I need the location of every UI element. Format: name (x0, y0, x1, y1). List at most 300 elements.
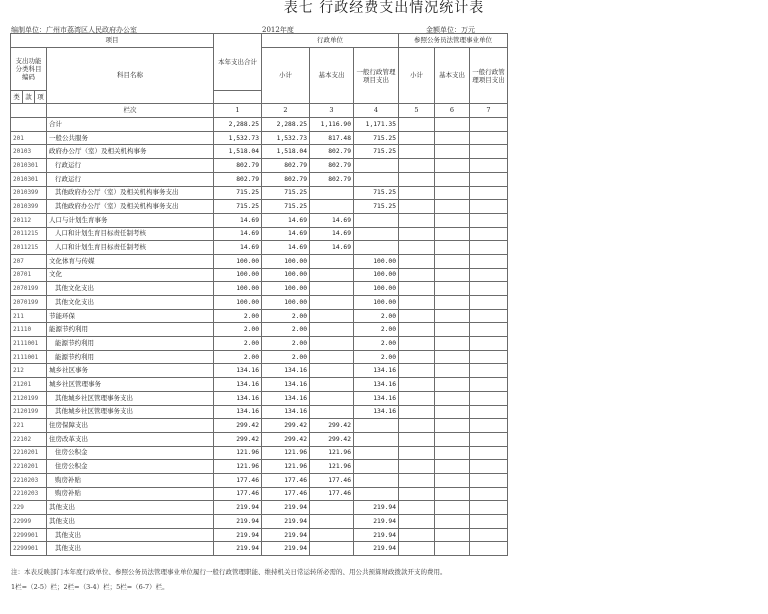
table-row (11, 200, 508, 214)
value-total: 100.00 (214, 268, 262, 282)
value-basic: 121.96 (310, 446, 354, 460)
value-basic (310, 296, 354, 310)
header-row-1 (11, 34, 508, 48)
value-total: 134.16 (214, 405, 262, 419)
subject-code: 2010399 (11, 200, 47, 214)
value-basic (310, 405, 354, 419)
civil-unit-empty-cell (399, 254, 435, 268)
civil-unit-empty-cell (399, 528, 435, 542)
amount-unit-label: 金额单位：万元 (426, 26, 475, 34)
civil-unit-empty-cell (435, 186, 470, 200)
civil-unit-empty-cell (470, 473, 508, 487)
value-sub: 2.00 (262, 350, 310, 364)
table-row (11, 227, 508, 241)
table-row (11, 528, 508, 542)
value-proj: 219.94 (354, 515, 399, 529)
civil-unit-empty-cell (470, 186, 508, 200)
civil-unit-empty-cell (470, 364, 508, 378)
column-index-1: 1 (214, 104, 262, 118)
table-row (11, 131, 508, 145)
subject-name: 其他支出 (47, 528, 214, 542)
civil-unit-empty-cell (399, 200, 435, 214)
civil-unit-empty-cell (399, 186, 435, 200)
value-basic (310, 378, 354, 392)
subject-code: 2011215 (11, 227, 47, 241)
subject-code: 2070199 (11, 296, 47, 310)
civil-unit-empty-cell (470, 542, 508, 556)
table-row (11, 213, 508, 227)
civil-unit-empty-cell (399, 296, 435, 310)
table-row (11, 337, 508, 351)
subject-name: 住房公积金 (47, 446, 214, 460)
admin-project-header: 一般行政管理项目支出 (354, 47, 399, 104)
civil-unit-empty-cell (399, 118, 435, 132)
value-proj: 715.25 (354, 200, 399, 214)
value-sub: 1,518.04 (262, 145, 310, 159)
table-row (11, 487, 508, 501)
civil-unit-empty-cell (435, 405, 470, 419)
value-total: 134.16 (214, 378, 262, 392)
civil-unit-empty-cell (470, 378, 508, 392)
value-basic (310, 350, 354, 364)
value-basic: 177.46 (310, 487, 354, 501)
value-basic (310, 528, 354, 542)
value-basic: 802.79 (310, 159, 354, 173)
value-basic: 14.69 (310, 213, 354, 227)
table-row (11, 159, 508, 173)
value-basic: 14.69 (310, 227, 354, 241)
subject-name: 其他支出 (47, 501, 214, 515)
table-row (11, 323, 508, 337)
civil-unit-empty-cell (435, 282, 470, 296)
table-row (11, 419, 508, 433)
value-proj (354, 460, 399, 474)
subject-code: 2210201 (11, 460, 47, 474)
subject-name: 其他城乡社区管理事务支出 (47, 391, 214, 405)
value-basic: 299.42 (310, 432, 354, 446)
subject-name: 城乡社区管理事务 (47, 378, 214, 392)
value-total: 802.79 (214, 159, 262, 173)
table-row (11, 364, 508, 378)
value-total: 100.00 (214, 282, 262, 296)
value-sub: 134.16 (262, 378, 310, 392)
table-body (11, 118, 508, 556)
value-total: 2.00 (214, 350, 262, 364)
value-proj: 219.94 (354, 542, 399, 556)
subject-name: 其他城乡社区管理事务支出 (47, 405, 214, 419)
subject-code: 2010301 (11, 159, 47, 173)
civil-unit-empty-cell (470, 515, 508, 529)
subject-code: 2111001 (11, 350, 47, 364)
civil-unit-empty-cell (399, 131, 435, 145)
civil-unit-empty-cell (435, 378, 470, 392)
subject-code: 20103 (11, 145, 47, 159)
subject-code: 2210203 (11, 487, 47, 501)
table-row (11, 501, 508, 515)
value-total: 1,518.04 (214, 145, 262, 159)
table-row (11, 296, 508, 310)
table-row (11, 282, 508, 296)
value-proj (354, 473, 399, 487)
civil-unit-empty-cell (470, 227, 508, 241)
value-total: 134.16 (214, 391, 262, 405)
kuan-header: 款 (23, 90, 35, 104)
note-line-1: 注：本表反映部门本年度行政单位、参照公务员法管理事业单位履行一般行政管理职能、维持机关日常运转所必需的、用公共预算财政拨款开支的费用。 (11, 568, 447, 576)
civil-unit-empty-cell (470, 337, 508, 351)
table-row (11, 254, 508, 268)
civil-unit-empty-cell (399, 446, 435, 460)
table-row (11, 432, 508, 446)
subject-name: 人口和计划生育目标责任制考核 (47, 241, 214, 255)
value-basic (310, 542, 354, 556)
table-row (11, 186, 508, 200)
civil-unit-empty-cell (399, 172, 435, 186)
civil-unit-empty-cell (435, 227, 470, 241)
value-basic (310, 337, 354, 351)
table-row (11, 446, 508, 460)
value-proj: 2.00 (354, 323, 399, 337)
civil-unit-empty-cell (435, 337, 470, 351)
value-sub: 121.96 (262, 460, 310, 474)
value-sub: 2.00 (262, 323, 310, 337)
civil-unit-empty-cell (399, 337, 435, 351)
value-total: 299.42 (214, 432, 262, 446)
column-index-row (11, 104, 508, 118)
value-sub: 100.00 (262, 296, 310, 310)
civil-unit-empty-cell (435, 515, 470, 529)
value-basic (310, 282, 354, 296)
civil-unit-empty-cell (470, 501, 508, 515)
value-total: 14.69 (214, 213, 262, 227)
subject-name: 文化体育与传媒 (47, 254, 214, 268)
civil-unit-empty-cell (399, 145, 435, 159)
civil-unit-empty-cell (435, 268, 470, 282)
table-row (11, 542, 508, 556)
value-proj: 2.00 (354, 337, 399, 351)
value-proj: 2.00 (354, 350, 399, 364)
value-proj: 1,171.35 (354, 118, 399, 132)
civil-unit-empty-cell (399, 515, 435, 529)
civil-unit-empty-cell (470, 145, 508, 159)
subject-code: 22102 (11, 432, 47, 446)
admin-basic-header: 基本支出 (310, 47, 354, 104)
subject-name-header: 科目名称 (47, 47, 214, 104)
value-sub: 219.94 (262, 528, 310, 542)
value-sub: 177.46 (262, 473, 310, 487)
value-sub: 802.79 (262, 172, 310, 186)
subject-name: 其他文化支出 (47, 296, 214, 310)
value-basic: 802.79 (310, 145, 354, 159)
value-basic (310, 391, 354, 405)
subject-name: 能源节约利用 (47, 337, 214, 351)
unit-label: 编制单位：广州市荔湾区人民政府办公室 (11, 26, 137, 34)
civil-unit-empty-cell (399, 309, 435, 323)
subject-code (11, 118, 47, 132)
value-total: 219.94 (214, 542, 262, 556)
civil-unit-empty-cell (399, 159, 435, 173)
subject-code: 2210203 (11, 473, 47, 487)
value-sub: 14.69 (262, 227, 310, 241)
value-proj: 219.94 (354, 528, 399, 542)
value-proj: 134.16 (354, 378, 399, 392)
value-basic (310, 186, 354, 200)
value-basic (310, 309, 354, 323)
civil-unit-empty-cell (470, 172, 508, 186)
value-proj (354, 213, 399, 227)
civil-unit-empty-cell (470, 460, 508, 474)
value-sub: 2.00 (262, 337, 310, 351)
value-total: 2.00 (214, 309, 262, 323)
civil-unit-empty-cell (435, 296, 470, 310)
subject-code: 2120199 (11, 391, 47, 405)
civil-unit-empty-cell (435, 172, 470, 186)
value-sub: 100.00 (262, 282, 310, 296)
value-sub: 2,288.25 (262, 118, 310, 132)
civil-unit-empty-cell (435, 254, 470, 268)
civil-project-header: 一般行政管理项目支出 (470, 47, 508, 104)
subject-name: 一般公共服务 (47, 131, 214, 145)
subject-name: 能源节约利用 (47, 350, 214, 364)
value-basic: 299.42 (310, 419, 354, 433)
total-row (11, 118, 508, 132)
subject-name: 政府办公厅（室）及相关机构事务 (47, 145, 214, 159)
value-basic: 1,116.90 (310, 118, 354, 132)
civil-unit-empty-cell (435, 542, 470, 556)
civil-unit-empty-cell (435, 118, 470, 132)
value-sub: 715.25 (262, 186, 310, 200)
value-total: 14.69 (214, 241, 262, 255)
value-total: 121.96 (214, 460, 262, 474)
subject-code: 2210201 (11, 446, 47, 460)
value-sub: 299.42 (262, 432, 310, 446)
value-total: 100.00 (214, 254, 262, 268)
table-row (11, 515, 508, 529)
column-index-7: 7 (470, 104, 508, 118)
value-sub: 177.46 (262, 487, 310, 501)
civil-unit-empty-cell (470, 213, 508, 227)
value-proj: 715.25 (354, 186, 399, 200)
value-basic (310, 515, 354, 529)
subject-code: 2299901 (11, 528, 47, 542)
value-sub: 134.16 (262, 405, 310, 419)
value-sub: 14.69 (262, 241, 310, 255)
subject-code: 221 (11, 419, 47, 433)
value-total: 134.16 (214, 364, 262, 378)
civil-unit-empty-cell (470, 350, 508, 364)
subject-code: 207 (11, 254, 47, 268)
civil-unit-empty-cell (470, 432, 508, 446)
value-basic (310, 323, 354, 337)
civil-unit-empty-cell (399, 213, 435, 227)
table-row (11, 460, 508, 474)
civil-unit-empty-cell (399, 487, 435, 501)
civil-unit-empty-cell (470, 241, 508, 255)
value-proj (354, 432, 399, 446)
civil-unit-empty-cell (470, 282, 508, 296)
subject-code: 2010301 (11, 172, 47, 186)
subject-name: 能源节约利用 (47, 323, 214, 337)
value-proj: 134.16 (354, 364, 399, 378)
table-row (11, 405, 508, 419)
value-proj (354, 172, 399, 186)
column-index-4: 4 (354, 104, 399, 118)
civil-subtotal-header: 小计 (399, 47, 435, 104)
subject-name: 其他政府办公厅（室）及相关机构事务支出 (47, 186, 214, 200)
subject-name: 购房补贴 (47, 473, 214, 487)
value-sub: 134.16 (262, 391, 310, 405)
value-basic: 177.46 (310, 473, 354, 487)
index-blank (11, 104, 47, 118)
civil-unit-empty-cell (470, 446, 508, 460)
value-total: 121.96 (214, 446, 262, 460)
subject-code: 20112 (11, 213, 47, 227)
subject-name: 人口和计划生育目标责任制考核 (47, 227, 214, 241)
admin-unit-header: 行政单位 (262, 34, 399, 48)
subject-code: 201 (11, 131, 47, 145)
value-total: 2.00 (214, 337, 262, 351)
admin-subtotal-header: 小计 (262, 47, 310, 104)
subject-name: 住房公积金 (47, 460, 214, 474)
civil-basic-header: 基本支出 (435, 47, 470, 104)
value-sub: 2.00 (262, 309, 310, 323)
table-row (11, 172, 508, 186)
value-total: 14.69 (214, 227, 262, 241)
civil-unit-empty-cell (399, 378, 435, 392)
page-title: 表七 行政经费支出情况统计表 (283, 0, 485, 16)
value-basic (310, 501, 354, 515)
subject-name: 人口与计划生育事务 (47, 213, 214, 227)
civil-unit-empty-cell (399, 350, 435, 364)
xiang-header: 项 (35, 90, 47, 104)
value-total: 177.46 (214, 473, 262, 487)
civil-unit-empty-cell (435, 501, 470, 515)
value-total: 219.94 (214, 515, 262, 529)
civil-unit-empty-cell (435, 364, 470, 378)
civil-unit-empty-cell (435, 213, 470, 227)
value-sub: 134.16 (262, 364, 310, 378)
value-proj (354, 241, 399, 255)
value-sub: 802.79 (262, 159, 310, 173)
subject-name: 文化 (47, 268, 214, 282)
civil-unit-empty-cell (435, 159, 470, 173)
subject-code: 2120199 (11, 405, 47, 419)
subject-name: 节能环保 (47, 309, 214, 323)
value-total: 299.42 (214, 419, 262, 433)
value-proj (354, 487, 399, 501)
subject-code: 2111001 (11, 337, 47, 351)
value-sub: 100.00 (262, 254, 310, 268)
column-index-label: 栏次 (47, 104, 214, 118)
table-row (11, 473, 508, 487)
value-proj: 134.16 (354, 391, 399, 405)
value-total: 1,532.73 (214, 131, 262, 145)
civil-unit-empty-cell (435, 473, 470, 487)
value-total: 715.25 (214, 200, 262, 214)
civil-unit-empty-cell (470, 323, 508, 337)
value-sub: 100.00 (262, 268, 310, 282)
year-label: 2012年度 (262, 26, 294, 34)
value-total: 177.46 (214, 487, 262, 501)
column-index-2: 2 (262, 104, 310, 118)
subject-name: 其他支出 (47, 515, 214, 529)
subject-name: 其他文化支出 (47, 282, 214, 296)
civil-unit-empty-cell (470, 200, 508, 214)
value-basic: 802.79 (310, 172, 354, 186)
civil-unit-empty-cell (470, 419, 508, 433)
civil-unit-empty-cell (435, 432, 470, 446)
subject-name: 其他支出 (47, 542, 214, 556)
subject-code: 211 (11, 309, 47, 323)
subject-code: 2299901 (11, 542, 47, 556)
value-proj: 100.00 (354, 282, 399, 296)
subject-code: 21201 (11, 378, 47, 392)
value-sub: 219.94 (262, 542, 310, 556)
expense-table (10, 33, 508, 556)
value-proj: 134.16 (354, 405, 399, 419)
civil-unit-empty-cell (399, 405, 435, 419)
table-row (11, 241, 508, 255)
civil-unit-empty-cell (470, 131, 508, 145)
value-total: 219.94 (214, 501, 262, 515)
civil-unit-empty-cell (435, 446, 470, 460)
value-proj: 100.00 (354, 296, 399, 310)
value-basic (310, 268, 354, 282)
table-row (11, 391, 508, 405)
civil-unit-empty-cell (435, 145, 470, 159)
subject-name: 城乡社区事务 (47, 364, 214, 378)
value-proj (354, 227, 399, 241)
value-basic (310, 200, 354, 214)
civil-unit-empty-cell (399, 391, 435, 405)
column-index-6: 6 (435, 104, 470, 118)
civil-unit-empty-cell (470, 118, 508, 132)
subject-name: 其他政府办公厅（室）及相关机构事务支出 (47, 200, 214, 214)
table-row (11, 350, 508, 364)
civil-unit-empty-cell (399, 432, 435, 446)
subject-code: 2010399 (11, 186, 47, 200)
value-proj: 715.25 (354, 145, 399, 159)
civil-unit-empty-cell (435, 350, 470, 364)
value-proj (354, 419, 399, 433)
value-basic (310, 364, 354, 378)
subject-name: 行政运行 (47, 172, 214, 186)
value-sub: 219.94 (262, 501, 310, 515)
value-proj (354, 159, 399, 173)
project-header: 项目 (11, 34, 214, 48)
value-sub: 1,532.73 (262, 131, 310, 145)
value-total: 219.94 (214, 528, 262, 542)
civil-unit-empty-cell (399, 460, 435, 474)
table-row (11, 309, 508, 323)
value-basic (310, 254, 354, 268)
civil-unit-empty-cell (399, 542, 435, 556)
value-proj: 100.00 (354, 254, 399, 268)
value-proj: 2.00 (354, 309, 399, 323)
civil-unit-empty-cell (470, 487, 508, 501)
lei-header: 类 (11, 90, 23, 104)
civil-unit-empty-cell (435, 323, 470, 337)
value-sub: 121.96 (262, 446, 310, 460)
civil-unit-empty-cell (435, 391, 470, 405)
civil-unit-empty-cell (470, 159, 508, 173)
table-row (11, 268, 508, 282)
value-basic: 121.96 (310, 460, 354, 474)
note-line-2: 1栏=（2-5）栏；2栏=（3-4）栏；5栏=（6-7）栏。 (11, 583, 169, 591)
civil-unit-empty-cell (435, 419, 470, 433)
total-expense-header: 本年支出合计 (214, 34, 262, 91)
value-proj: 100.00 (354, 268, 399, 282)
civil-unit-empty-cell (399, 282, 435, 296)
